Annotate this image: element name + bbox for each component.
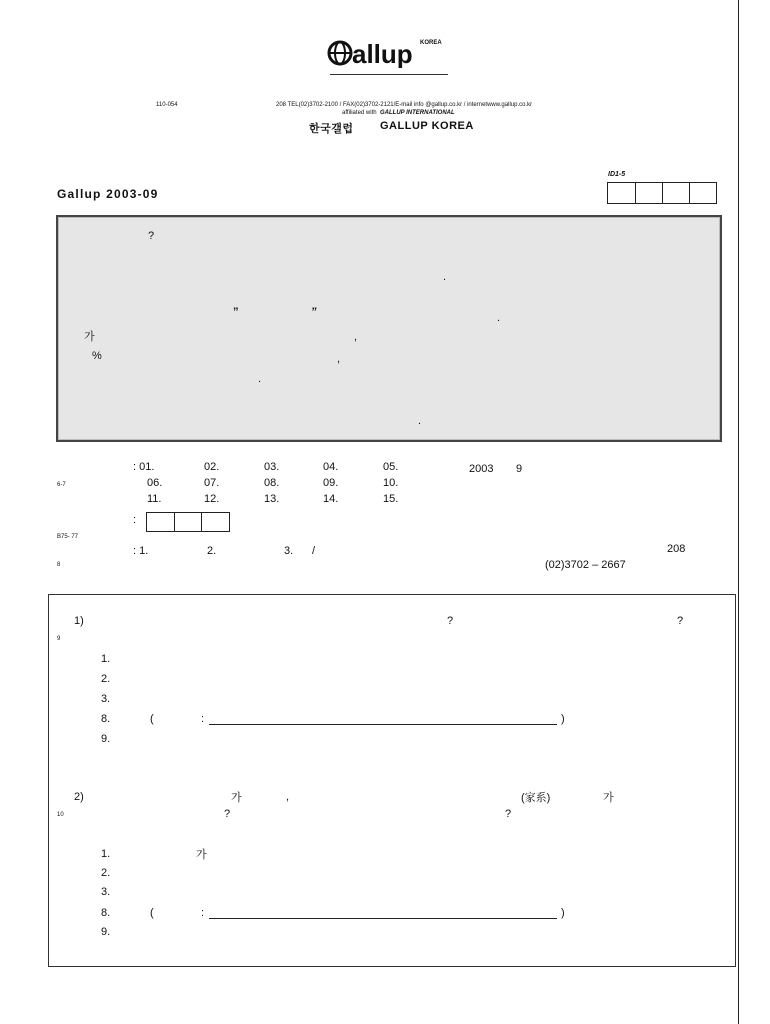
intro-quote-open: ” [233,306,239,318]
region-option: 12. [204,493,220,505]
survey-month: 9 [516,463,523,475]
region-option: 03. [264,461,280,473]
affiliated-name: GALLUP INTERNATIONAL [380,110,455,116]
q1-code: 9 [57,636,61,642]
q1-option[interactable]: 9. [101,733,111,745]
logo-underline [330,74,448,75]
page-right-border [738,0,739,1024]
q1-other-open: ( [150,713,154,725]
region-option: 14. [323,493,339,505]
region-option: 02. [204,461,220,473]
code-label: B75- 77 [57,534,79,540]
intro-period-3: . [258,373,262,385]
q1-other-colon: : [201,713,205,725]
korean-brand: 한국갤럽 [309,123,354,135]
region-option: 04. [323,461,339,473]
q2-question-mark-b: ? [505,808,512,820]
intro-question-mark: ? [148,230,155,242]
q2-other-colon: : [201,907,205,919]
code-entry-boxes[interactable] [146,512,230,532]
office-number: 208 [667,543,686,555]
intro-period-1: . [443,271,447,283]
survey-title: Gallup 2003-09 [57,187,159,201]
q2-option[interactable]: 9. [101,926,111,938]
q2-option[interactable]: 3. [101,886,111,898]
intro-percent: % [92,350,102,362]
intro-comma-1: , [354,331,358,343]
id-entry-boxes[interactable] [607,182,717,204]
q2-option-1-ga: 가 [196,849,207,861]
q2-kanji: (家系) [521,792,551,804]
postal-code: 110-054 [156,102,178,108]
intro-comma-2: , [337,353,341,365]
region-option: 13. [264,493,280,505]
intro-period-4: . [418,415,422,427]
region-option: 05. [383,461,399,473]
affiliated-prefix: affiliated with [342,110,377,116]
q1-number: 1) [74,615,84,627]
q1-other-line[interactable] [209,724,557,725]
intro-ga: 가 [84,331,95,343]
q1-question-mark-a: ? [447,615,454,627]
q2-question-mark-a: ? [224,808,231,820]
q2-ga-1: 가 [231,792,242,804]
option-2: 2. [207,545,217,557]
q2-code: 10 [57,812,64,818]
option-slash: / [312,545,316,557]
svg-text:allup: allup [352,39,413,68]
survey-year: 2003 [469,463,494,475]
region-option: 08. [264,477,280,489]
q2-comma: , [286,791,290,803]
intro-box [56,215,722,442]
q1-option[interactable]: 3. [101,693,111,705]
q2-ga-2: 가 [603,792,614,804]
gender-code: 8 [57,562,61,568]
q2-option[interactable]: 2. [101,867,111,879]
intro-period-2: . [497,312,501,324]
logo-korea-label: KOREA [420,40,442,46]
q1-option-other[interactable]: 8. [101,713,111,725]
english-brand: GALLUP KOREA [380,120,474,132]
q1-question-mark-b: ? [677,615,684,627]
region-option: 15. [383,493,399,505]
q1-option[interactable]: 2. [101,673,111,685]
region-option: 06. [147,477,163,489]
region-option: 11. [147,493,162,505]
q2-other-open: ( [150,907,154,919]
phone-number: (02)3702 – 2667 [545,559,626,571]
q2-number: 2) [74,791,84,803]
region-option: 09. [323,477,339,489]
option-1: : 1. [133,545,149,557]
region-option: 10. [383,477,399,489]
code-colon: : [133,514,137,526]
q1-other-close: ) [561,713,565,725]
option-3: 3. [284,545,294,557]
q2-option[interactable]: 1. [101,848,111,860]
q2-other-line[interactable] [209,918,557,919]
region-option-01: : 01. [133,461,155,473]
contact-line: 208 TEL(02)3702-2100 / FAX(02)3702-2121/E-mail info @gallup.co.kr / internetwww.gallup.co.kr [276,102,533,108]
q1-option[interactable]: 1. [101,653,111,665]
q2-option-other[interactable]: 8. [101,907,111,919]
region-option: 07. [204,477,220,489]
q2-other-close: ) [561,907,565,919]
region-code: 6-7 [57,482,66,488]
intro-quote-close: ” [311,306,317,318]
id-label: ID1-5 [608,171,626,178]
